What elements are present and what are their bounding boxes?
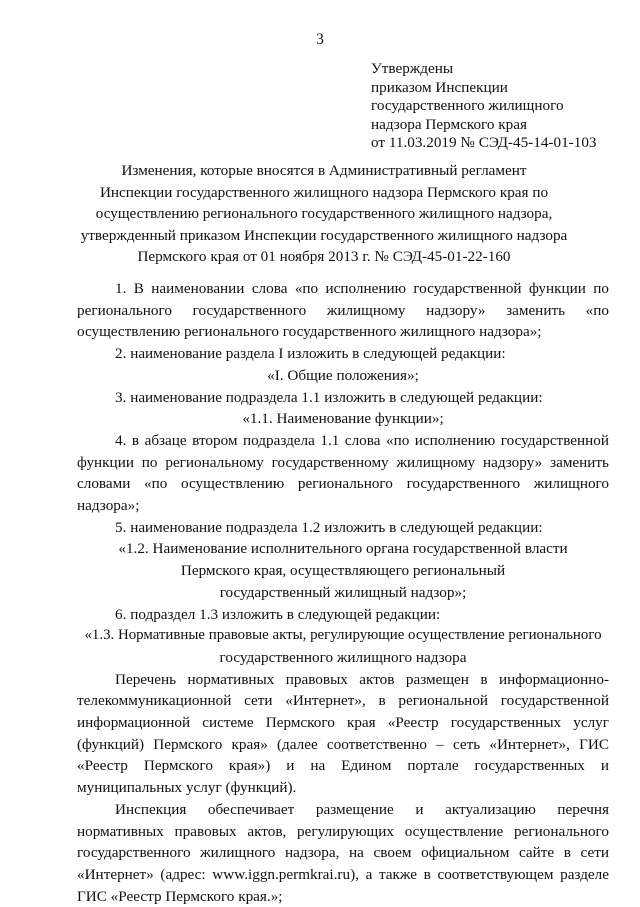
item-3: 3. наименование подраздела 1.1 изложить в следующей редакции: xyxy=(115,388,543,406)
approval-line: приказом Инспекции xyxy=(371,78,508,96)
item-5: 5. наименование подраздела 1.2 изложить в следующей редакции: xyxy=(115,518,543,536)
approval-line: государственного жилищного xyxy=(371,97,564,115)
paragraph-npa-list: Перечень нормативных правовых актов размещен в информационно-телекоммуникационной сети «Интернет», в региональной государственной информационной системе Пермского края «Реестр государственных услуг (функций) Пермского края» (далее соответственно – сеть «Интернет», ГИС «Реестр Пермского края») и на Едином портале государственных и муниципальных услуг (функций). xyxy=(77,670,609,797)
approval-line: от 11.03.2019 № СЭД-45-14-01-103 xyxy=(371,134,597,152)
document-body xyxy=(77,278,609,907)
page-number: 3 xyxy=(316,31,324,48)
title-line: Инспекции государственного жилищного надзора Пермского края по xyxy=(99,183,549,201)
title-line: утвержденный приказом Инспекции государственного жилищного надзора xyxy=(80,226,568,244)
item-5-quote-line: Пермского края, осуществляющего региональный xyxy=(180,562,506,580)
paragraph-npa-publication: Инспекция обеспечивает размещение и актуализацию перечня нормативных правовых актов, регулирующих осуществление регионального государственного жилищного надзора, на своем официальном сайте в сети «Интернет» (адрес: www.iggn.permkrai.ru), а также в соответствующем разделе ГИС «Реестр Пермского края.»; xyxy=(77,800,609,905)
approval-line: Утверждены xyxy=(371,60,454,77)
item-2: 2. наименование раздела I изложить в следующей редакции: xyxy=(115,345,506,363)
document-title xyxy=(60,160,588,268)
item-3-quote: «1.1. Наименование функции»; xyxy=(242,410,444,428)
item-4: 4. в абзаце втором подраздела 1.1 слова «по исполнению государственной функции по региональному государственному жилищному надзору» заменить словами «по осуществлению регионального государственного жилищного надзора»; xyxy=(77,431,609,515)
item-6: 6. подраздел 1.3 изложить в следующей редакции: xyxy=(115,605,441,623)
approval-stamp xyxy=(371,60,631,153)
title-line: осуществлению регионального государственного жилищного надзора, xyxy=(95,205,553,223)
item-2-quote: «I. Общие положения»; xyxy=(267,366,419,384)
approval-line: надзора Пермского края xyxy=(371,115,527,133)
item-5-quote-line: «1.2. Наименование исполнительного органа государственной власти xyxy=(118,540,568,558)
item-5-quote-line: государственный жилищный надзор»; xyxy=(219,583,467,601)
item-6-quote-line: государственного жилищного надзора xyxy=(219,648,467,666)
item-1: 1. В наименовании слова «по исполнению государственной функции по регионального государственного жилищному надзору» заменить «по осуществлению регионального государственного жилищного надзора»; xyxy=(77,280,609,341)
title-line: Изменения, которые вносятся в Административный регламент xyxy=(121,162,527,179)
title-line: Пермского края от 01 ноября 2013 г. № СЭД-45-01-22-160 xyxy=(137,248,511,266)
item-6-quote-line: «1.3. Нормативные правовые акты, регулирующие осуществление регионального xyxy=(84,627,602,644)
